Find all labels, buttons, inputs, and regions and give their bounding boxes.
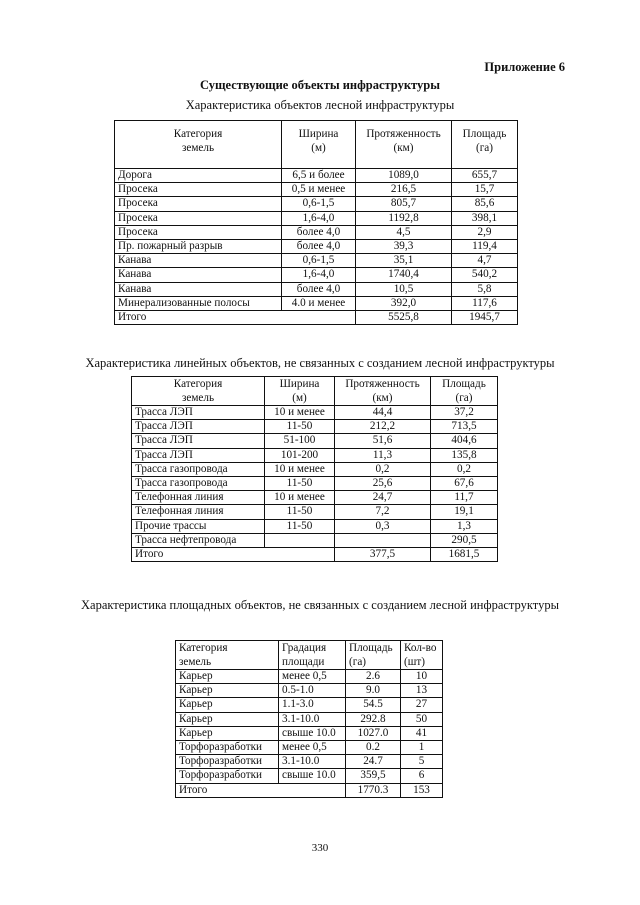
cell-category: Телефонная линия bbox=[132, 491, 265, 505]
table-header-row bbox=[115, 121, 518, 169]
table-row bbox=[176, 670, 443, 684]
linear-objects-table bbox=[131, 376, 498, 562]
table-row bbox=[176, 726, 443, 740]
cell-length bbox=[335, 533, 431, 547]
cell-area: 2,9 bbox=[452, 225, 518, 239]
cell-area: 5,8 bbox=[452, 282, 518, 296]
cell-length: 1740,4 bbox=[356, 268, 452, 282]
total-label: Итого bbox=[176, 783, 346, 797]
header-area: Площадь (га) bbox=[431, 377, 498, 406]
appendix-label: Приложение 6 bbox=[484, 60, 565, 74]
cell-category: Просека bbox=[115, 211, 282, 225]
cell-width: 11-50 bbox=[265, 476, 335, 490]
cell-category: Просека bbox=[115, 183, 282, 197]
cell-area: 85,6 bbox=[452, 197, 518, 211]
cell-category: Карьер bbox=[176, 684, 279, 698]
cell-area: 292.8 bbox=[346, 712, 401, 726]
table3-caption: Характеристика площадных объектов, не связанных с созданием лесной инфраструктуры bbox=[81, 598, 559, 612]
table-row bbox=[132, 491, 498, 505]
cell-count: 1 bbox=[401, 740, 443, 754]
table-total-row bbox=[115, 310, 518, 324]
header-category: Категория земель bbox=[132, 377, 265, 406]
cell-category: Канава bbox=[115, 254, 282, 268]
cell-width: 11-50 bbox=[265, 519, 335, 533]
cell-category: Телефонная линия bbox=[132, 505, 265, 519]
cell-length: 0,2 bbox=[335, 462, 431, 476]
table2-caption: Характеристика линейных объектов, не связанных с созданием лесной инфраструктуры bbox=[85, 356, 555, 370]
cell-width: 10 и менее bbox=[265, 406, 335, 420]
table-header-row bbox=[176, 641, 443, 670]
cell-category: Дорога bbox=[115, 169, 282, 183]
cell-category: Карьер bbox=[176, 698, 279, 712]
cell-category: Трасса ЛЭП bbox=[132, 448, 265, 462]
table-row bbox=[115, 268, 518, 282]
cell-width: более 4,0 bbox=[282, 282, 356, 296]
cell-width: более 4,0 bbox=[282, 239, 356, 253]
cell-length: 51,6 bbox=[335, 434, 431, 448]
page-number: 330 bbox=[311, 842, 329, 854]
cell-category: Торфоразработки bbox=[176, 755, 279, 769]
header-width: Ширина (м) bbox=[282, 121, 356, 169]
cell-category: Трасса ЛЭП bbox=[132, 406, 265, 420]
total-length: 5525,8 bbox=[356, 310, 452, 324]
table-row bbox=[115, 211, 518, 225]
cell-area: 135,8 bbox=[431, 448, 498, 462]
cell-length: 25,6 bbox=[335, 476, 431, 490]
total-label: Итого bbox=[132, 547, 335, 561]
cell-count: 5 bbox=[401, 755, 443, 769]
cell-width bbox=[265, 533, 335, 547]
cell-width: более 4,0 bbox=[282, 225, 356, 239]
cell-area: 67,6 bbox=[431, 476, 498, 490]
cell-width: 51-100 bbox=[265, 434, 335, 448]
cell-width: 0,5 и менее bbox=[282, 183, 356, 197]
cell-length: 10,5 bbox=[356, 282, 452, 296]
header-category: Категория земель bbox=[176, 641, 279, 670]
table-row bbox=[132, 420, 498, 434]
cell-length: 44,4 bbox=[335, 406, 431, 420]
table-row bbox=[115, 254, 518, 268]
cell-count: 50 bbox=[401, 712, 443, 726]
cell-category: Трасса ЛЭП bbox=[132, 420, 265, 434]
cell-area: 19,1 bbox=[431, 505, 498, 519]
cell-category: Торфоразработки bbox=[176, 769, 279, 783]
table-row bbox=[115, 282, 518, 296]
table-row bbox=[132, 505, 498, 519]
cell-length: 216,5 bbox=[356, 183, 452, 197]
area-objects-table bbox=[175, 640, 443, 798]
cell-category: Пр. пожарный разрыв bbox=[115, 239, 282, 253]
cell-area: 713,5 bbox=[431, 420, 498, 434]
cell-gradation: свыше 10.0 bbox=[279, 726, 346, 740]
cell-length: 0,3 bbox=[335, 519, 431, 533]
cell-category: Прочие трассы bbox=[132, 519, 265, 533]
table1-caption: Характеристика объектов лесной инфраструктуры bbox=[185, 98, 455, 112]
cell-category: Карьер bbox=[176, 712, 279, 726]
cell-area: 9.0 bbox=[346, 684, 401, 698]
header-gradation: Градация площади bbox=[279, 641, 346, 670]
table-header-row bbox=[132, 377, 498, 406]
cell-length: 24,7 bbox=[335, 491, 431, 505]
cell-area: 4,7 bbox=[452, 254, 518, 268]
table-row bbox=[115, 296, 518, 310]
table-row bbox=[132, 533, 498, 547]
cell-area: 54.5 bbox=[346, 698, 401, 712]
cell-gradation: 0.5-1.0 bbox=[279, 684, 346, 698]
cell-length: 11,3 bbox=[335, 448, 431, 462]
table-row bbox=[132, 519, 498, 533]
cell-length: 4,5 bbox=[356, 225, 452, 239]
cell-area: 1,3 bbox=[431, 519, 498, 533]
cell-area: 117,6 bbox=[452, 296, 518, 310]
header-width: Ширина (м) bbox=[265, 377, 335, 406]
cell-width: 11-50 bbox=[265, 420, 335, 434]
table-row bbox=[176, 712, 443, 726]
header-length: Протяженность (км) bbox=[356, 121, 452, 169]
cell-area: 290,5 bbox=[431, 533, 498, 547]
table-row bbox=[132, 406, 498, 420]
cell-gradation: менее 0,5 bbox=[279, 670, 346, 684]
header-count: Кол-во (шт) bbox=[401, 641, 443, 670]
cell-count: 10 bbox=[401, 670, 443, 684]
cell-width: 1,6-4,0 bbox=[282, 211, 356, 225]
cell-area: 37,2 bbox=[431, 406, 498, 420]
cell-width: 0,6-1,5 bbox=[282, 254, 356, 268]
cell-area: 359,5 bbox=[346, 769, 401, 783]
cell-gradation: свыше 10.0 bbox=[279, 769, 346, 783]
forest-infrastructure-table bbox=[114, 120, 518, 325]
cell-category: Карьер bbox=[176, 726, 279, 740]
cell-category: Просека bbox=[115, 197, 282, 211]
table-row bbox=[115, 169, 518, 183]
cell-category: Канава bbox=[115, 268, 282, 282]
total-count: 153 bbox=[401, 783, 443, 797]
table-row bbox=[115, 183, 518, 197]
table-row bbox=[176, 740, 443, 754]
cell-area: 0,2 bbox=[431, 462, 498, 476]
table-row bbox=[132, 434, 498, 448]
cell-length: 805,7 bbox=[356, 197, 452, 211]
header-area: Площадь (га) bbox=[452, 121, 518, 169]
cell-category: Торфоразработки bbox=[176, 740, 279, 754]
total-label: Итого bbox=[115, 310, 356, 324]
total-area: 1770.3 bbox=[346, 783, 401, 797]
cell-length: 392,0 bbox=[356, 296, 452, 310]
cell-width: 6,5 и более bbox=[282, 169, 356, 183]
cell-width: 10 и менее bbox=[265, 462, 335, 476]
cell-width: 1,6-4,0 bbox=[282, 268, 356, 282]
table-total-row bbox=[132, 547, 498, 561]
cell-count: 41 bbox=[401, 726, 443, 740]
page-title: Существующие объекты инфраструктуры bbox=[200, 78, 440, 92]
cell-category: Канава bbox=[115, 282, 282, 296]
cell-gradation: 3.1-10.0 bbox=[279, 712, 346, 726]
table-total-row bbox=[176, 783, 443, 797]
cell-length: 1192,8 bbox=[356, 211, 452, 225]
cell-area: 0.2 bbox=[346, 740, 401, 754]
cell-area: 11,7 bbox=[431, 491, 498, 505]
cell-category: Карьер bbox=[176, 670, 279, 684]
total-area: 1945,7 bbox=[452, 310, 518, 324]
table-row bbox=[115, 225, 518, 239]
cell-area: 655,7 bbox=[452, 169, 518, 183]
header-category: Категория земель bbox=[115, 121, 282, 169]
table-row bbox=[115, 239, 518, 253]
cell-area: 1027.0 bbox=[346, 726, 401, 740]
table-row bbox=[176, 698, 443, 712]
table-row bbox=[132, 448, 498, 462]
cell-category: Трасса газопровода bbox=[132, 476, 265, 490]
table-row bbox=[176, 755, 443, 769]
table-row bbox=[115, 197, 518, 211]
cell-width: 10 и менее bbox=[265, 491, 335, 505]
cell-width: 4.0 и менее bbox=[282, 296, 356, 310]
cell-length: 35,1 bbox=[356, 254, 452, 268]
table-row bbox=[132, 462, 498, 476]
cell-length: 1089,0 bbox=[356, 169, 452, 183]
table-row bbox=[132, 476, 498, 490]
cell-gradation: менее 0,5 bbox=[279, 740, 346, 754]
cell-area: 540,2 bbox=[452, 268, 518, 282]
cell-count: 6 bbox=[401, 769, 443, 783]
cell-gradation: 3.1-10.0 bbox=[279, 755, 346, 769]
cell-category: Трасса ЛЭП bbox=[132, 434, 265, 448]
cell-category: Трасса нефтепровода bbox=[132, 533, 265, 547]
cell-area: 119,4 bbox=[452, 239, 518, 253]
cell-category: Трасса газопровода bbox=[132, 462, 265, 476]
cell-gradation: 1.1-3.0 bbox=[279, 698, 346, 712]
header-area: Площадь (га) bbox=[346, 641, 401, 670]
cell-area: 2.6 bbox=[346, 670, 401, 684]
cell-count: 13 bbox=[401, 684, 443, 698]
cell-width: 101-200 bbox=[265, 448, 335, 462]
table-row bbox=[176, 769, 443, 783]
total-area: 1681,5 bbox=[431, 547, 498, 561]
cell-length: 7,2 bbox=[335, 505, 431, 519]
cell-count: 27 bbox=[401, 698, 443, 712]
cell-width: 0,6-1,5 bbox=[282, 197, 356, 211]
cell-category: Минерализованные полосы bbox=[115, 296, 282, 310]
cell-area: 24.7 bbox=[346, 755, 401, 769]
cell-area: 398,1 bbox=[452, 211, 518, 225]
cell-area: 15,7 bbox=[452, 183, 518, 197]
cell-length: 39,3 bbox=[356, 239, 452, 253]
total-length: 377,5 bbox=[335, 547, 431, 561]
cell-area: 404,6 bbox=[431, 434, 498, 448]
table-row bbox=[176, 684, 443, 698]
cell-category: Просека bbox=[115, 225, 282, 239]
cell-length: 212,2 bbox=[335, 420, 431, 434]
header-length: Протяженность (км) bbox=[335, 377, 431, 406]
cell-width: 11-50 bbox=[265, 505, 335, 519]
